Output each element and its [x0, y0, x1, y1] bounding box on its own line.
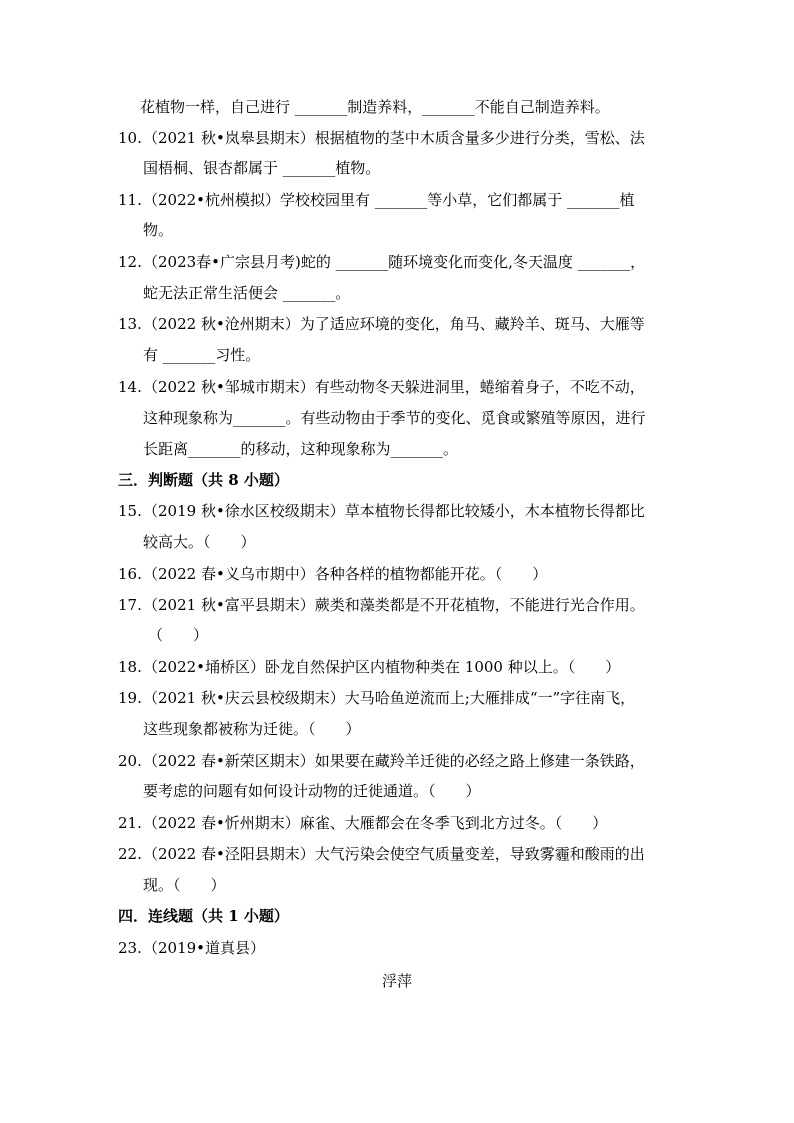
- question-number: 10.: [118, 129, 142, 147]
- question-text: 这些现象都被称为迁徙。（ ）: [143, 720, 361, 738]
- question-text: （2022 秋•邹城市期末）有些动物冬天躲进洞里，蜷缩着身子，不吃不动，: [143, 378, 645, 396]
- question-text: （2021 秋•岚皋县期末）根据植物的茎中木质含量多少进行分类，雪松、法: [143, 129, 645, 147]
- question-text: （2022 秋•沧州期末）为了适应环境的变化，角马、藏羚羊、斑马、大雁等: [143, 315, 645, 333]
- question-number: 16.: [118, 565, 142, 583]
- question-text: 国梧桐、银杏都属于 _______植物。: [143, 159, 381, 177]
- question-number: 21.: [118, 814, 142, 832]
- question-text: 现。（ ）: [143, 876, 226, 894]
- question-number: 12.: [118, 253, 142, 271]
- question-text: （2022 春•忻州期末）麻雀、大雁都会在冬季飞到北方过冬。（ ）: [143, 814, 608, 832]
- question-text: （2021 秋•庆云县校级期末）大马哈鱼逆流而上;大雁排成“一”字往南飞，: [143, 689, 636, 707]
- question-text: （2019•道真县）: [143, 939, 266, 957]
- question-text: （2022 春•新荣区期末）如果要在藏羚羊迁徙的必经之路上修建一条铁路，: [143, 752, 645, 770]
- question-number: 23.: [118, 939, 142, 957]
- question-number: 14.: [118, 378, 142, 396]
- question-text: （2022•埇桥区）卧龙自然保护区内植物种类在 1000 种以上。（ ）: [143, 658, 621, 676]
- question-number: 18.: [118, 658, 142, 676]
- question-number: 15.: [118, 502, 142, 520]
- section-heading-judgment: 三．判断题（共 8 小题）: [118, 471, 289, 489]
- matching-item-label: 浮萍: [381, 972, 412, 990]
- question-number: 17.: [118, 596, 142, 614]
- question-text: （2021 秋•富平县期末）蕨类和藻类都是不开花植物，不能进行光合作用。: [143, 596, 645, 614]
- question-text: 要考虑的问题有如何设计动物的迁徙通道。（ ）: [143, 782, 481, 800]
- question-number: 20.: [118, 752, 142, 770]
- question-text: 物。: [143, 221, 174, 239]
- question-text: 有 _______习性。: [143, 346, 261, 364]
- question-text: （2023春•广宗县月考)蛇的 _______随环境变化而变化,冬天温度 _______，: [143, 253, 646, 271]
- question-text: （2022 春•义乌市期中）各种各样的植物都能开花。（ ）: [143, 565, 548, 583]
- question-text: 较高大。（ ）: [143, 533, 256, 551]
- text-line: 花植物一样，自己进行 _______制造养料，_______不能自己制造养料。: [140, 98, 610, 116]
- question-text: （2019 秋•徐水区校级期末）草本植物长得都比较矮小，木本植物长得都比: [143, 502, 645, 520]
- section-heading-matching: 四．连线题（共 1 小题）: [118, 907, 289, 925]
- question-text: 长距离_______的移动，这种现象称为_______。: [143, 440, 459, 458]
- question-number: 19.: [118, 689, 142, 707]
- question-text: 蛇无法正常生活便会 _______。: [143, 284, 351, 302]
- question-text: （ ）: [148, 626, 209, 644]
- question-number: 22.: [118, 845, 142, 863]
- question-number: 13.: [118, 315, 142, 333]
- question-number: 11.: [118, 191, 142, 209]
- question-text: （2022 春•泾阳县期末）大气污染会使空气质量变差，导致雾霾和酸雨的出: [143, 845, 645, 863]
- question-text: （2022•杭州模拟）学校校园里有 _______等小草，它们都属于 _______植: [143, 191, 635, 209]
- question-text: 这种现象称为_______。有些动物由于季节的变化、觅食或繁殖等原因，进行: [143, 409, 646, 427]
